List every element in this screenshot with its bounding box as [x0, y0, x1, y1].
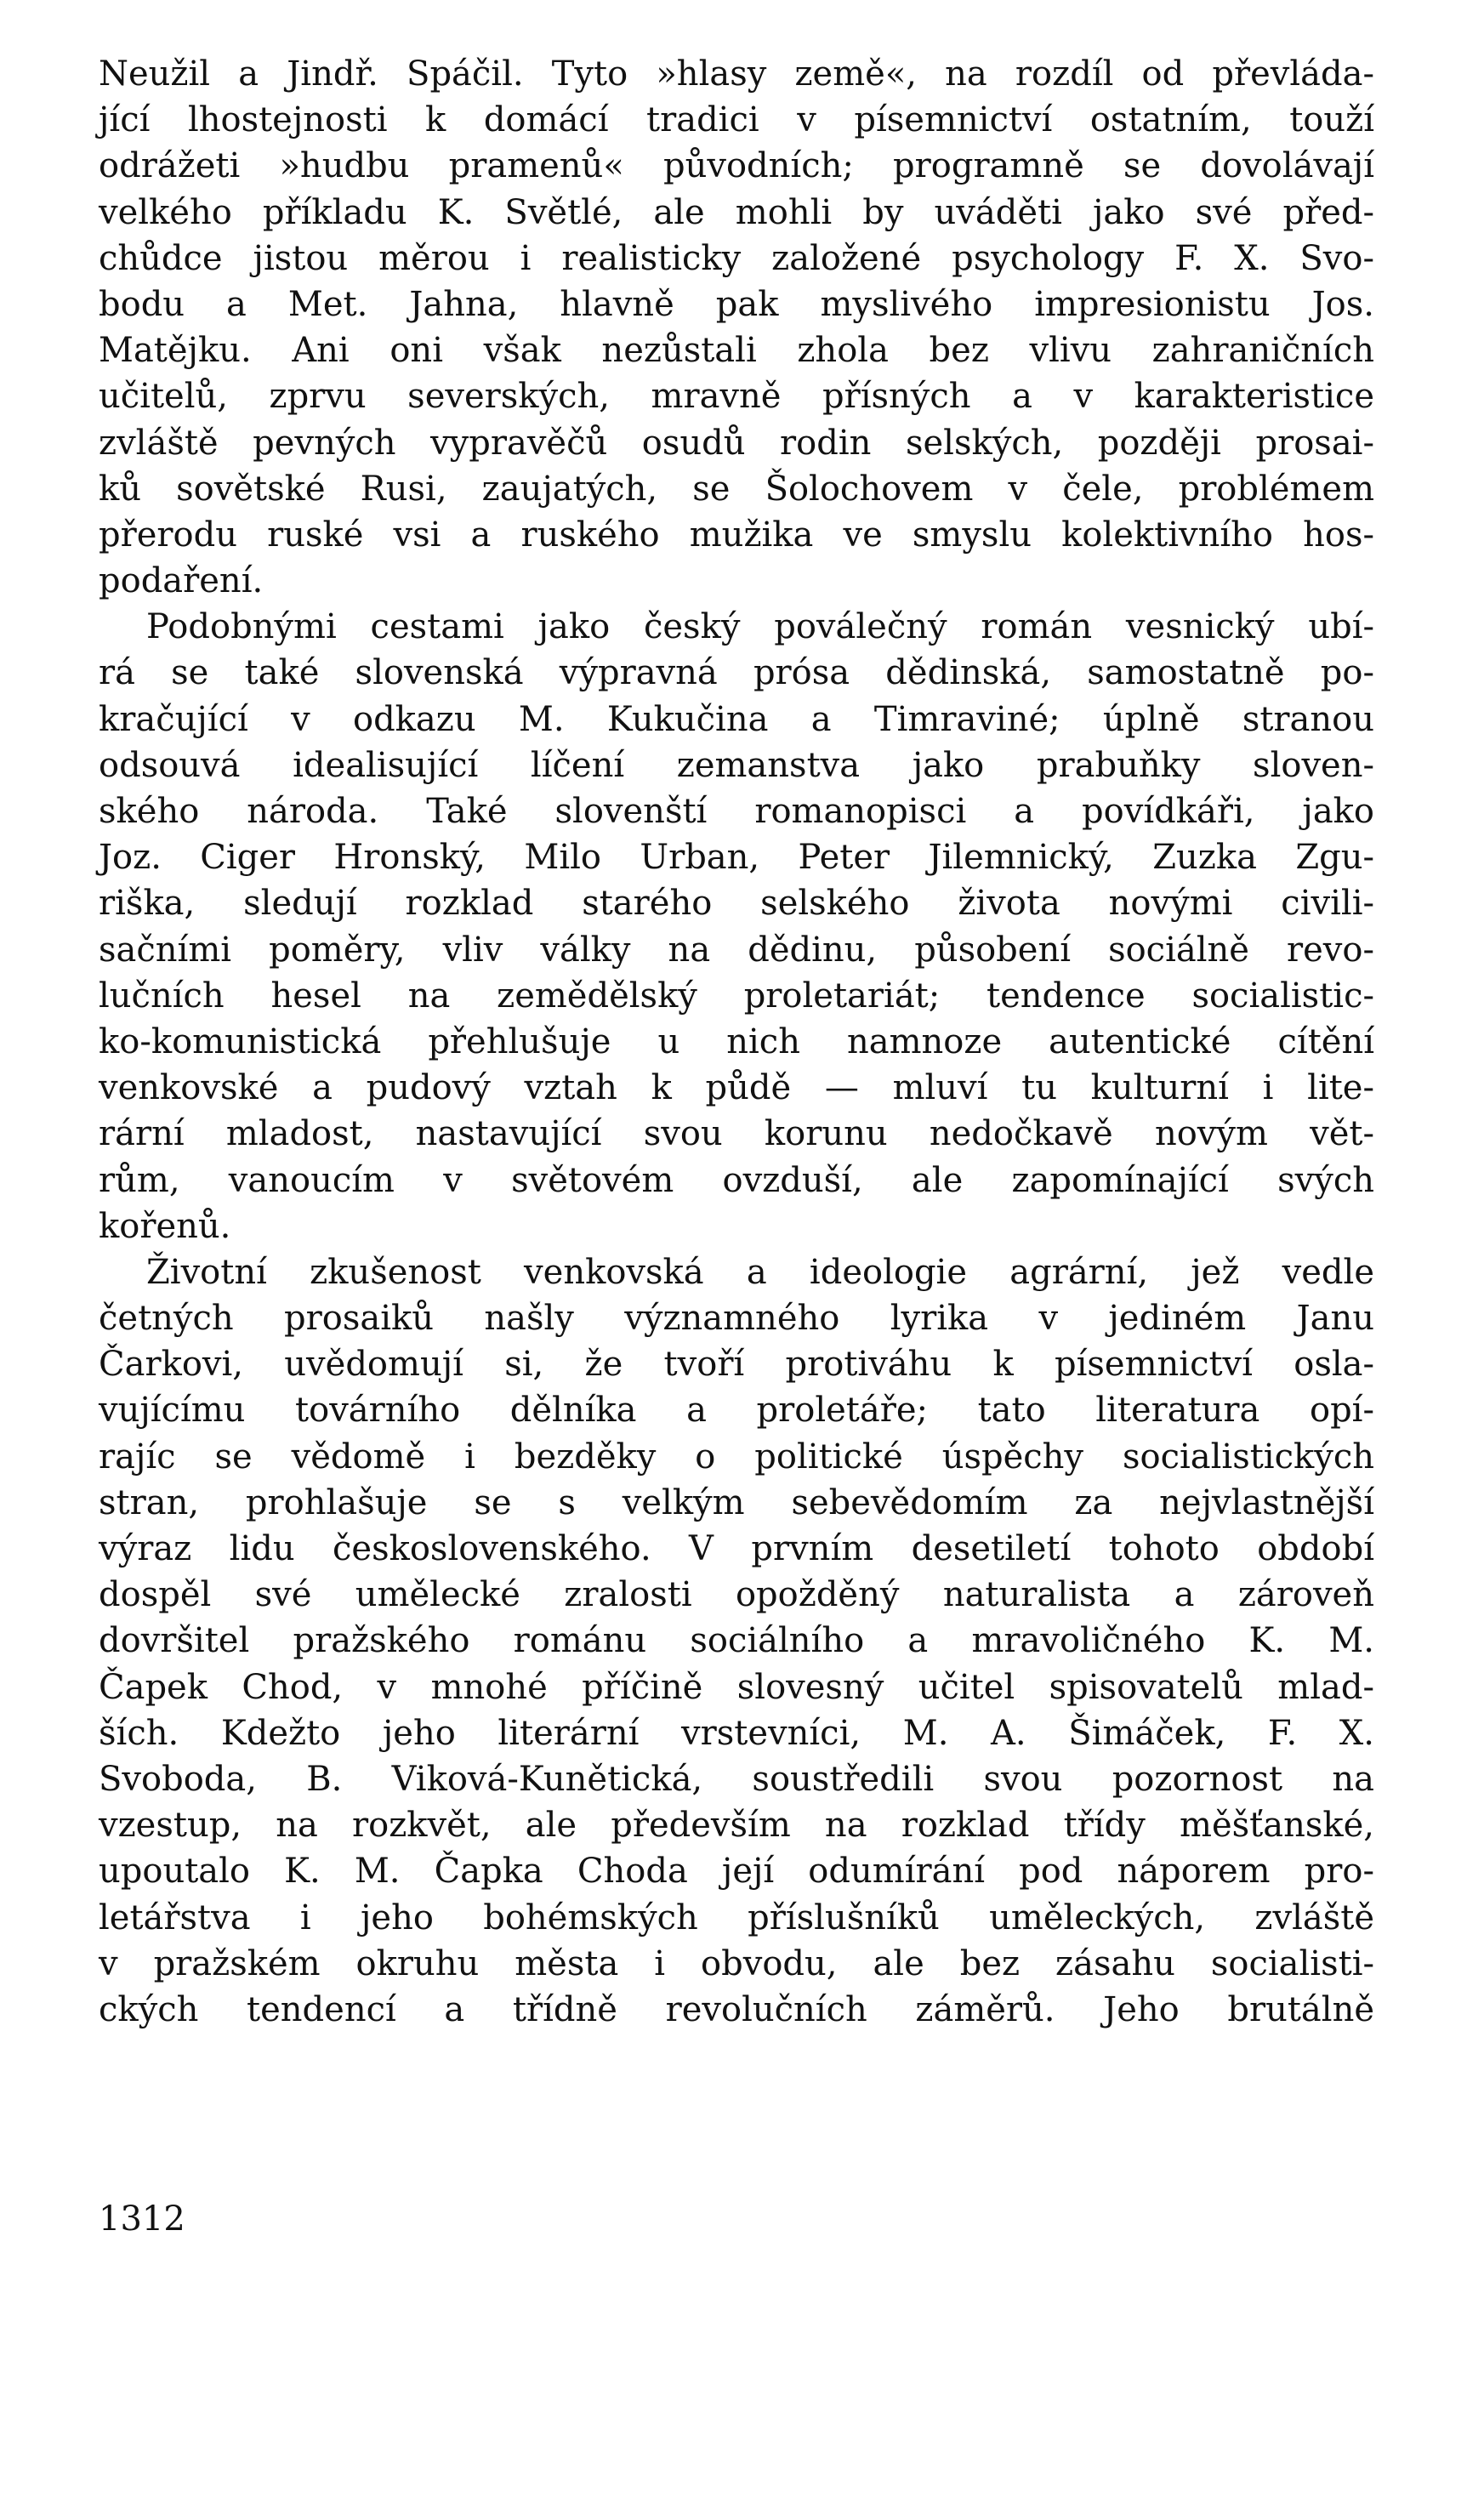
text-line: rům, vanoucím v světovém ovzduší, ale zapomínající svých [99, 1160, 1374, 1200]
text-line: odrážeti »hudbu pramenů« původních; programně se dovolávají [99, 146, 1374, 186]
text-line: ků sovětské Rusi, zaujatých, se Šolochovem v čele, problémem [99, 469, 1374, 509]
text-line: Joz. Ciger Hronský, Milo Urban, Peter Jilemnický, Zuzka Zgu- [99, 838, 1374, 878]
text-line: četných prosaiků našly významného lyrika v jediném Janu [99, 1299, 1374, 1339]
text-line: vujícímu továrního dělníka a proletáře; tato literatura opí- [99, 1391, 1374, 1431]
text-line: Neužil a Jindř. Spáčil. Tyto »hlasy země«, na rozdíl od převláda- [99, 54, 1374, 94]
text-line: Matějku. Ani oni však nezůstali zhola bez vlivu zahraničních [99, 331, 1374, 371]
text-line: dospěl své umělecké zralosti opožděný naturalista a zároveň [99, 1575, 1374, 1615]
text-line: rajíc se vědomě i bezděky o politické úspěchy socialistických [99, 1437, 1374, 1477]
text-line: rá se také slovenská výpravná prósa dědinská, samostatně po- [99, 653, 1374, 693]
paragraph [99, 1249, 1374, 2033]
text-line: Podobnými cestami jako český poválečný román vesnický ubí- [146, 607, 1374, 647]
text-line: letářstva i jeho bohémských příslušníků uměleckých, zvláště [99, 1898, 1374, 1937]
text-line: ckých tendencí a třídně revolučních záměrů. Jeho brutálně [99, 1989, 1374, 2029]
text-line: rární mladost, nastavující svou korunu nedočkavě novým vět- [99, 1114, 1374, 1154]
text-line: dovršitel pražského románu sociálního a mravoličného K. M. [99, 1621, 1374, 1661]
paragraph [99, 604, 1374, 1249]
paragraph [99, 51, 1374, 604]
text-line: kračující v odkazu M. Kukučina a Timraviné; úplně stranou [99, 699, 1374, 739]
text-line: lučních hesel na zemědělský proletariát; tendence socialistic- [99, 976, 1374, 1016]
text-line: výraz lidu československého. V prvním desetiletí tohoto období [99, 1529, 1374, 1568]
text-line: ského národa. Také slovenští romanopisci a povídkáři, jako [99, 792, 1374, 831]
text-line: velkého příkladu K. Světlé, ale mohli by uváděti jako své před- [99, 192, 1374, 232]
text-line: Čapek Chod, v mnohé příčině slovesný učitel spisovatelů mlad- [99, 1667, 1374, 1707]
text-line: Svoboda, B. Viková-Kunětická, soustředili svou pozornost na [99, 1759, 1374, 1799]
text-line: odsouvá idealisující líčení zemanstva jako prabuňky sloven- [99, 745, 1374, 785]
text-line: vzestup, na rozkvět, ale především na rozklad třídy měšťanské, [99, 1806, 1374, 1846]
text-line: v pražském okruhu města i obvodu, ale bez zásahu socialisti- [99, 1943, 1374, 1983]
text-line: zvláště pevných vypravěčů osudů rodin selských, později prosai- [99, 423, 1374, 463]
text-line: Životní zkušenost venkovská a ideologie agrární, jež vedle [146, 1252, 1374, 1292]
text-line: riška, sledují rozklad starého selského života novými civili- [99, 884, 1374, 924]
text-line: kořenů. [99, 1206, 231, 1246]
text-line: přerodu ruské vsi a ruského mužika ve smyslu kolektivního hos- [99, 515, 1374, 555]
text-line: podaření. [99, 561, 264, 601]
page-number: 1312 [99, 2199, 185, 2239]
text-line: venkovské a pudový vztah k půdě — mluví tu kulturní i lite- [99, 1068, 1374, 1108]
text-line: Čarkovi, uvědomují si, že tvoří protiváhu k písemnictví osla- [99, 1345, 1374, 1385]
text-line: učitelů, zprvu severských, mravně přísných a v karakteristice [99, 377, 1374, 417]
text-line: stran, prohlašuje se s velkým sebevědomím za nejvlastnější [99, 1482, 1374, 1522]
text-line: bodu a Met. Jahna, hlavně pak myslivého impresionistu Jos. [99, 284, 1374, 324]
text-line: ko-komunistická přehlušuje u nich namnoze autentické cítění [99, 1021, 1374, 1061]
text-line: sačními poměry, vliv války na dědinu, působení sociálně revo- [99, 930, 1374, 970]
text-line: upoutalo K. M. Čapka Choda její odumírání pod náporem pro- [99, 1852, 1374, 1892]
text-line: ších. Kdežto jeho literární vrstevníci, M. A. Šimáček, F. X. [99, 1713, 1374, 1753]
text-line: chůdce jistou měrou i realisticky založené psychology F. X. Svo- [99, 238, 1374, 278]
text-line: jící lhostejnosti k domácí tradici v písemnictví ostatním, touží [99, 100, 1374, 140]
body-text [99, 51, 1374, 2033]
